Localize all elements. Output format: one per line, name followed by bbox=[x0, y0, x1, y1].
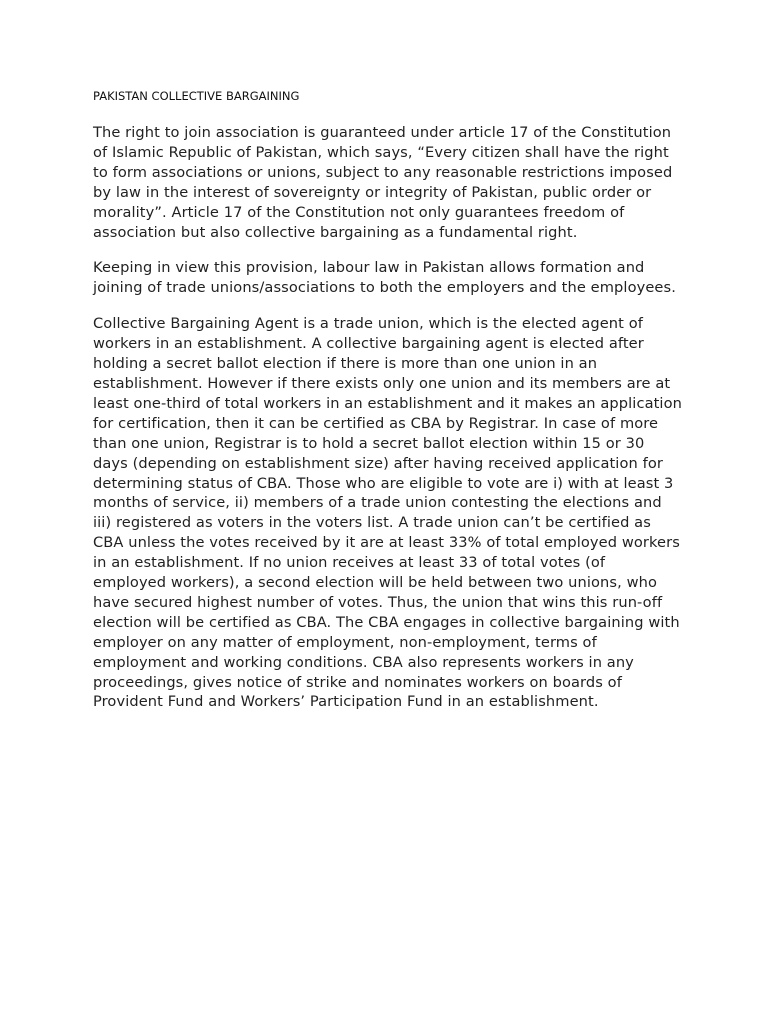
paragraph-labour-law: Keeping in view this provision, labour law in Pakistan allows formation and joining of trade unions/associations to both the employers and the employees. bbox=[93, 259, 676, 297]
document-body bbox=[93, 88, 683, 728]
document-title: PAKISTAN COLLECTIVE BARGAINING bbox=[93, 89, 300, 103]
paragraph-cba: Collective Bargaining Agent is a trade union, which is the elected agent of workers in an establishment. A collective bargaining agent is elected after holding a secret ballot election if there is more than one union in an establishment. However if there exists only one union and its members are at least one-third of total workers in an establishment and it makes an application for certification, then it can be certified as CBA by Registrar. In case of more than one union, Registrar is to hold a secret ballot election within 15 or 30 days (depending on establishment size) after having received application for determining status of CBA. Those who are eligible to vote are i) with at least 3 months of service, ii) members of a trade union contesting the elections and iii) registered as voters in the voters list. A trade union can’t be certified as CBA unless the votes received by it are at least 33% of total employed workers in an establishment. If no union receives at least 33 of total votes (of employed workers), a second election will be held between two unions, who have secured highest number of votes. Thus, the union that wins this run-off election will be certified as CBA. The CBA engages in collective bargaining with employer on any matter of employment, non-employment, terms of employment and working conditions. CBA also represents workers in any proceedings, gives notice of strike and nominates workers on boards of Provident Fund and Workers’ Participation Fund in an establishment. bbox=[93, 315, 682, 711]
paragraph-article-17: The right to join association is guaranteed under article 17 of the Constitution of Islamic Republic of Pakistan, which says, “Every citizen shall have the right to form associations or unions, subject to any reasonable restrictions imposed by law in the interest of sovereignty or integrity of Pakistan, public order or morality”. Article 17 of the Constitution not only guarantees freedom of association but also collective bargaining as a fundamental right. bbox=[93, 124, 673, 241]
